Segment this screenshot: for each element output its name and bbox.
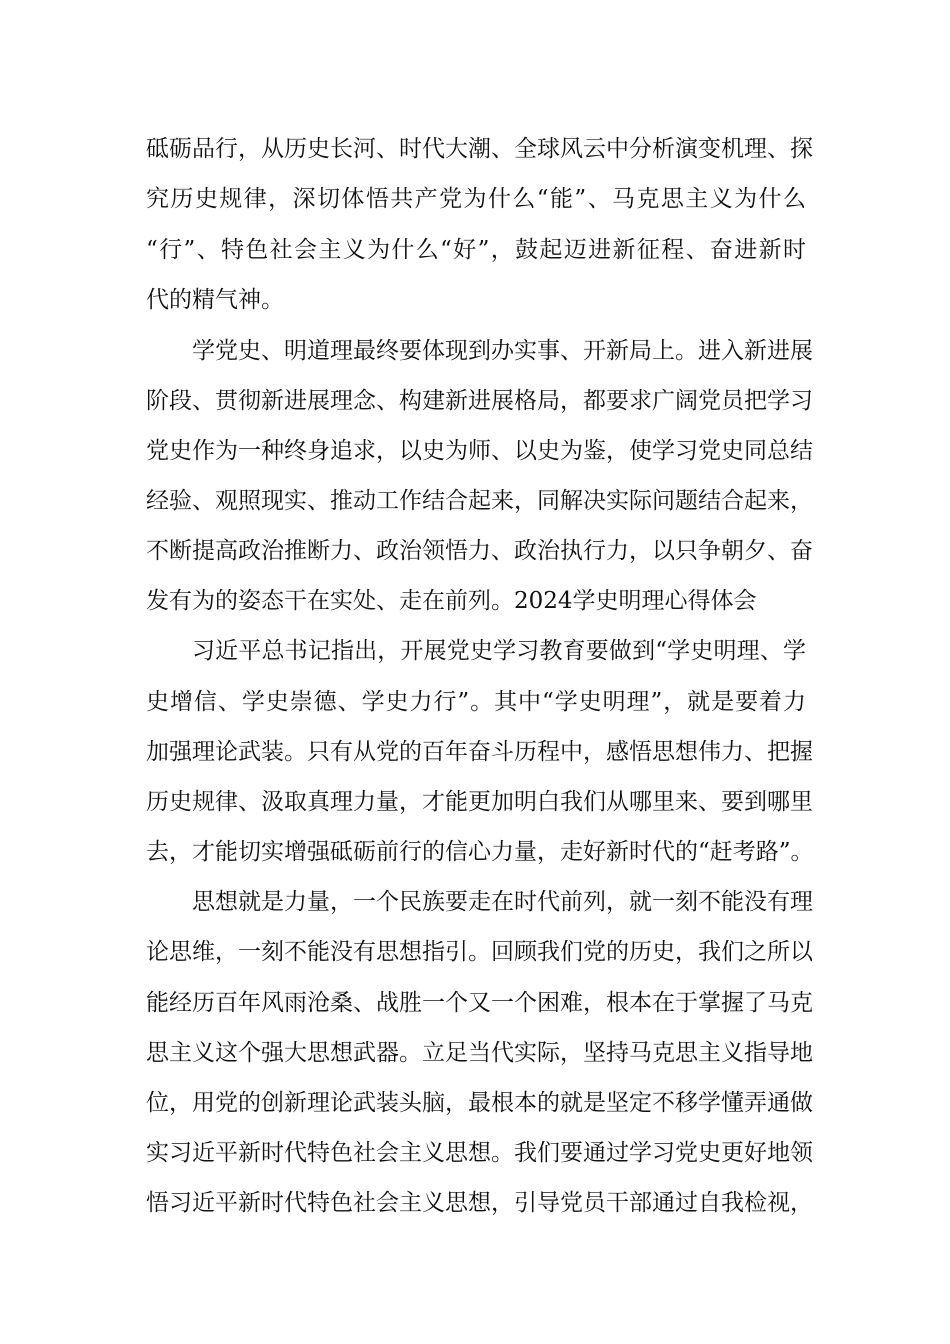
text-line: 阶段、贯彻新进展理念、构建新进展格局，都要求广阔党员把学习 [146, 388, 813, 414]
text-line: 经验、观照现实、推动工作结合起来，同解决实际问题结合起来， [146, 488, 813, 514]
text-line: 党史作为一种终身追求，以史为师、以史为鉴，使学习党史同总结 [146, 438, 813, 464]
text-line: 历史规律、汲取真理力量，才能更加明白我们从哪里来、要到哪里 [146, 789, 813, 815]
paragraph-first-line: 习近平总书记指出，开展党史学习教育要做到“学史明理、学 [192, 638, 806, 664]
text-line: 思主义这个强大思想武器。立足当代实际，坚持马克思主义指导地 [146, 1040, 813, 1066]
text-line: 史增信、学史崇德、学史力行”。其中“学史明理”，就是要着力 [146, 689, 806, 715]
text-line: 发有为的姿态干在实处、走在前列。2024学史明理心得体会 [146, 588, 757, 614]
paragraph-first-line: 学党史、明道理最终要体现到办实事、开新局上。进入新进展 [192, 338, 813, 364]
paragraph-first-line: 思想就是力量，一个民族要走在时代前列，就一刻不能没有理 [192, 889, 813, 915]
text-line: 能经历百年风雨沧桑、战胜一个又一个困难，根本在于掌握了马克 [146, 990, 813, 1016]
text-line: 代的精气神。 [146, 287, 284, 313]
text-line: 不断提高政治推断力、政治领悟力、政治执行力，以只争朝夕、奋 [146, 538, 813, 564]
text-line: 悟习近平新时代特色社会主义思想，引导党员干部通过自我检视， [146, 1190, 813, 1216]
text-line: 实习近平新时代特色社会主义思想。我们要通过学习党史更好地领 [146, 1140, 813, 1166]
text-line: “行”、特色社会主义为什么“好”，鼓起迈进新征程、奋进新时 [146, 237, 806, 263]
text-line: 位，用党的创新理论武装头脑，最根本的就是坚定不移学懂弄通做 [146, 1090, 813, 1116]
text-line: 究历史规律，深切体悟共产党为什么“能”、马克思主义为什么 [146, 186, 806, 212]
text-line: 加强理论武装。只有从党的百年奋斗历程中，感悟思想伟力、把握 [146, 739, 813, 765]
text-line: 砥砺品行，从历史长河、时代大潮、全球风云中分析演变机理、探 [146, 136, 813, 162]
text-line: 去，才能切实增强砥砺前行的信心力量，走好新时代的“赶考路”。 [146, 839, 814, 865]
text-line: 论思维，一刻不能没有思想指引。回顾我们党的历史，我们之所以 [146, 939, 813, 965]
